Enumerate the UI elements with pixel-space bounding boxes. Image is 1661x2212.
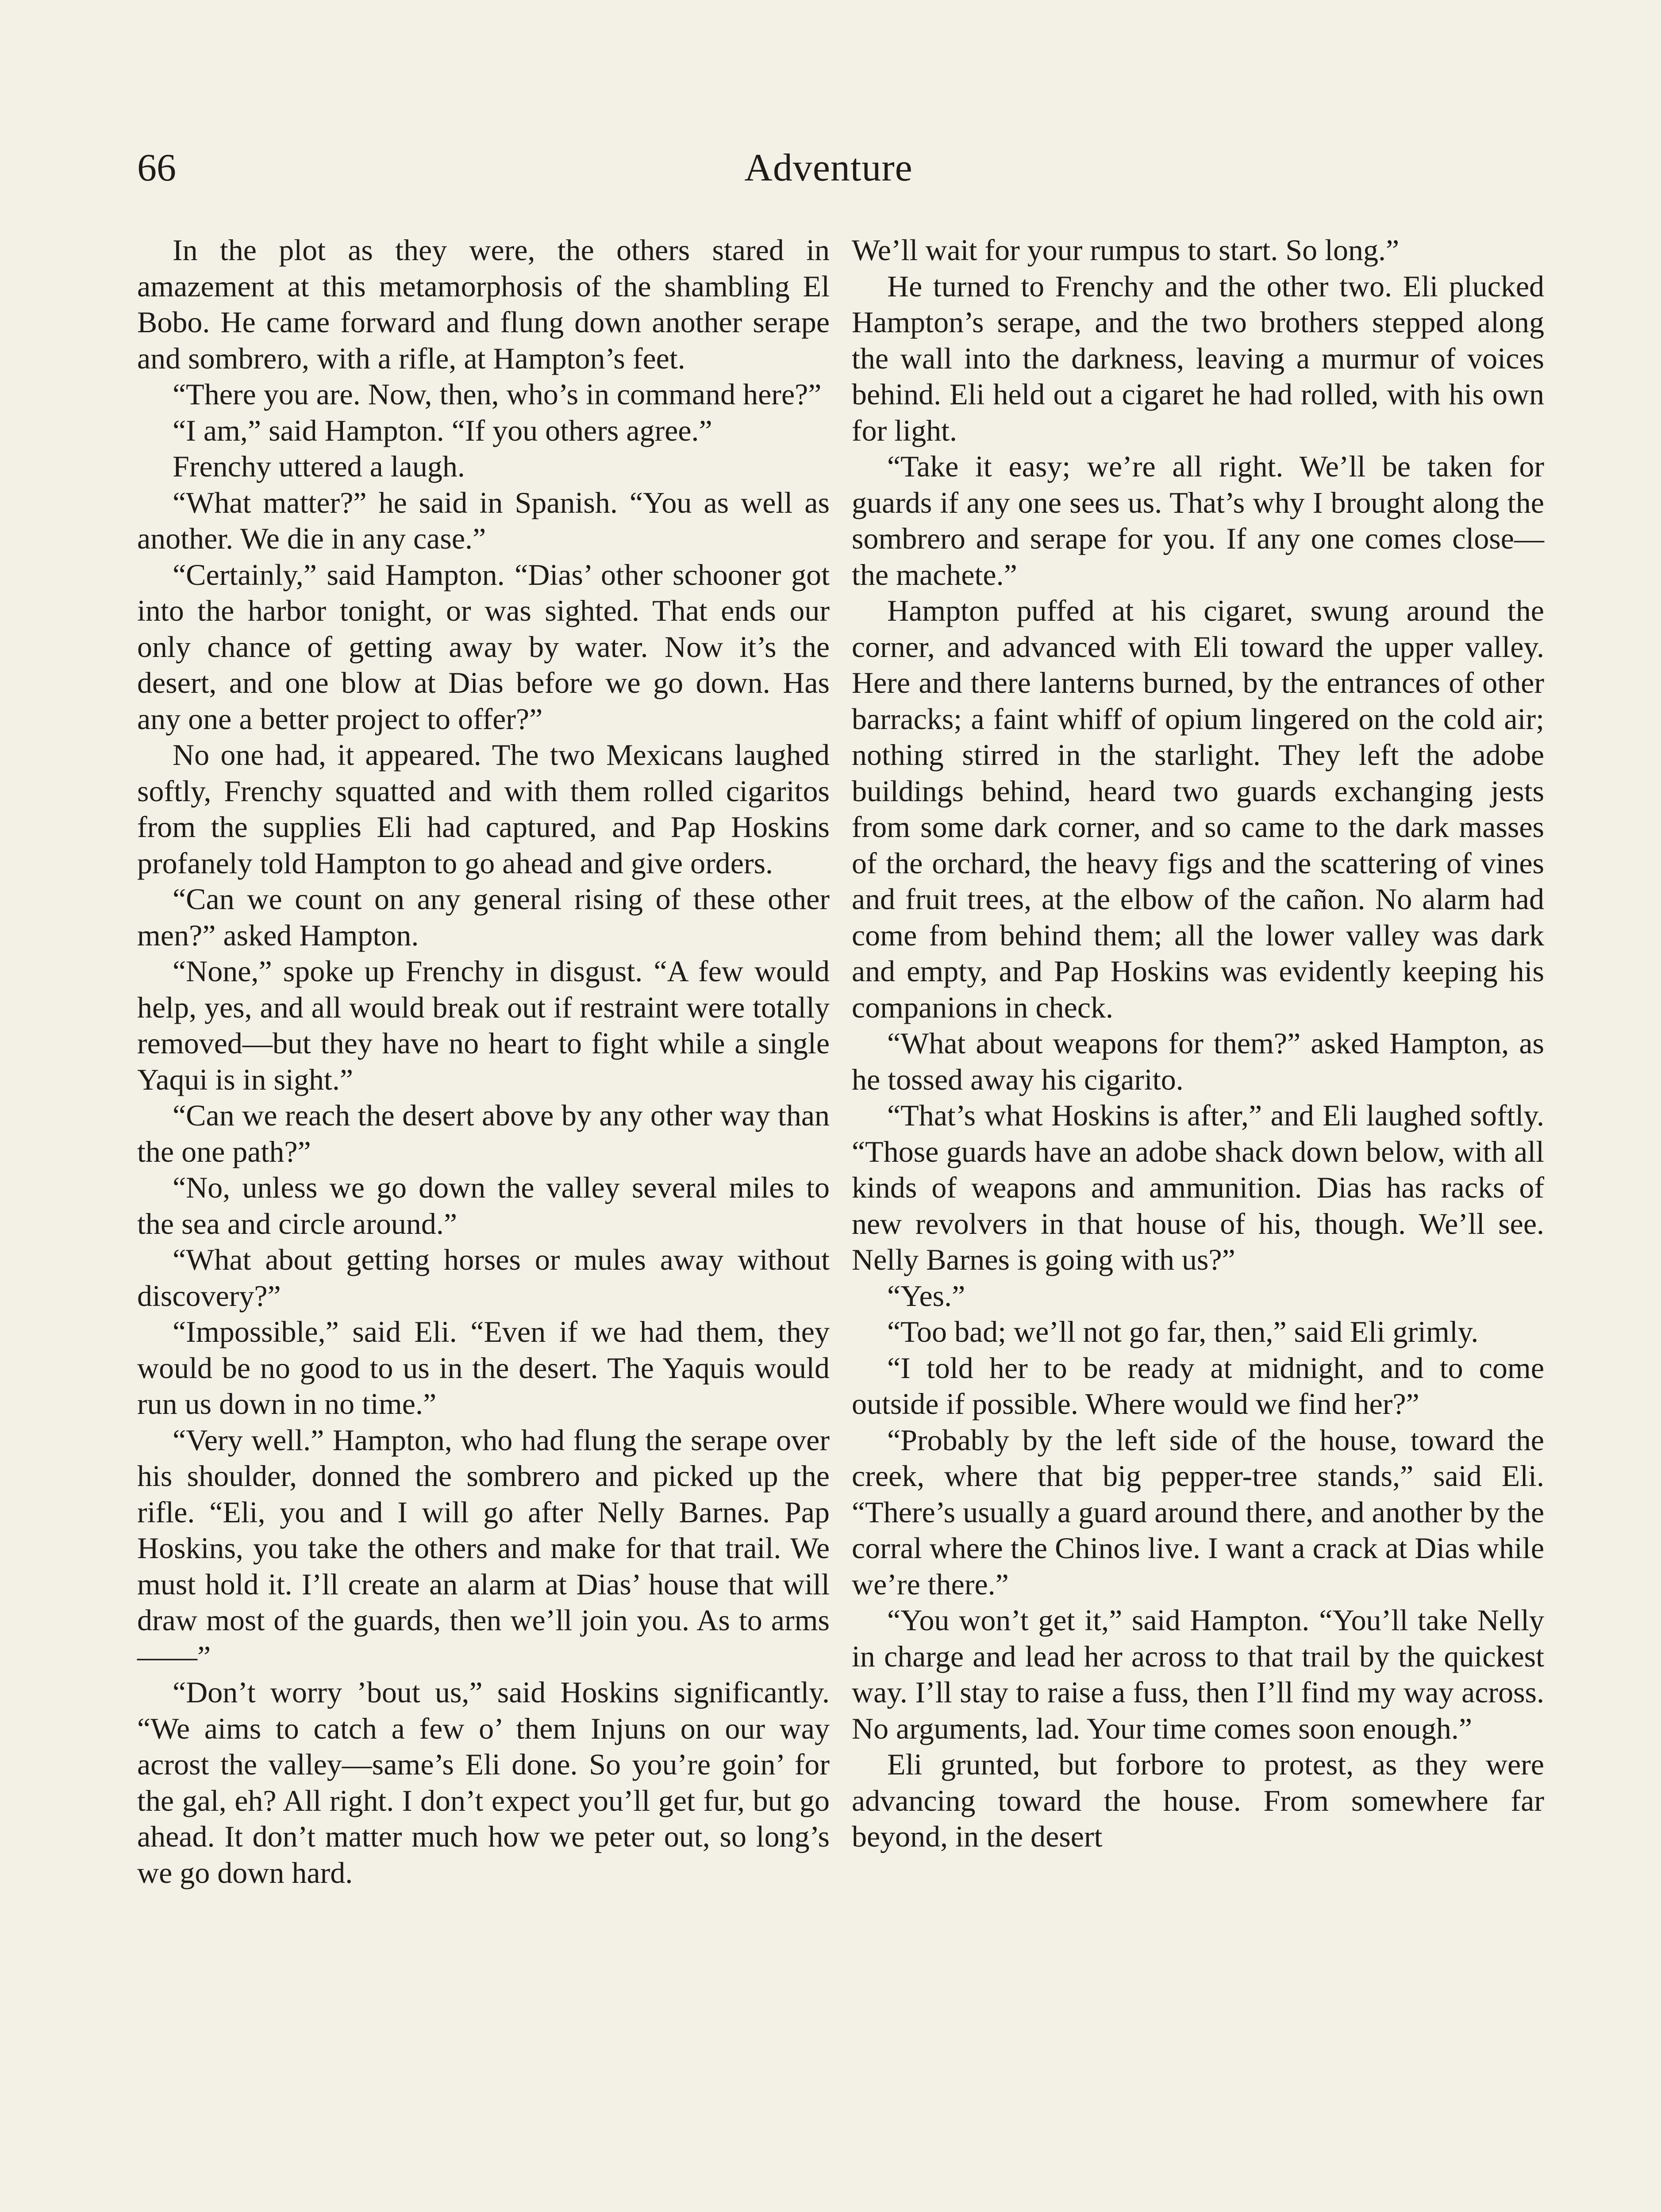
paragraph: “Impossible,” said Eli. “Even if we had them, they would be no good to us in the desert. The Yaquis would run us down in no time.” xyxy=(137,1315,830,1421)
paragraph: “Yes.” xyxy=(887,1279,965,1313)
paragraph: He turned to Frenchy and the other two. Eli plucked Hampton’s serape, and the two brothers stepped along the wall into the darkness, leaving a murmur of voices behind. Eli held out a cigaret he had rolled, with his own for light. xyxy=(852,269,1544,447)
paragraph: “None,” spoke up Frenchy in disgust. “A few would help, yes, and all would break out if restraint were totally removed—but they have no heart to fight while a single Yaqui is in sight.” xyxy=(137,954,830,1096)
paragraph: “Certainly,” said Hampton. “Dias’ other schooner got into the harbor tonight, or was sighted. That ends our only chance of getting away by water. Now it’s the desert, and one blow at Dias before we go down. Has any one a better project to offer?” xyxy=(137,557,830,736)
paragraph: We’ll wait for your rumpus to start. So long.” xyxy=(852,233,1400,267)
paragraph: “Take it easy; we’re all right. We’ll be taken for guards if any one sees us. That’s why I brought along the sombrero and serape for you. If any one comes close—the machete.” xyxy=(852,449,1544,591)
paragraph: Eli grunted, but forbore to protest, as they were advancing toward the house. From somewhere far beyond, in the desert xyxy=(852,1747,1544,1853)
paragraph: “What matter?” he said in Spanish. “You as well as another. We die in any case.” xyxy=(137,485,830,555)
paragraph: No one had, it appeared. The two Mexicans laughed softly, Frenchy squatted and with them rolled cigaritos from the supplies Eli had captured, and Pap Hoskins profanely told Hampton to go ahead and give orders. xyxy=(137,738,830,880)
right-text-column xyxy=(852,232,1544,2212)
paragraph: In the plot as they were, the others stared in amazement at this metamorphosis of the shambling El Bobo. He came forward and flung down another serape and sombrero, with a rifle, at Hampton’s feet. xyxy=(137,233,830,375)
paragraph: “What about weapons for them?” asked Hampton, as he tossed away his cigarito. xyxy=(852,1026,1544,1096)
paragraph: “There you are. Now, then, who’s in command here?” xyxy=(173,377,822,411)
paragraph: “Probably by the left side of the house, toward the creek, where that big pepper-tree stands,” said Eli. “There’s usually a guard around there, and another by the corral where the Chinos live. I want a crack at Dias while we’re there.” xyxy=(852,1423,1544,1601)
paragraph: “I told her to be ready at midnight, and to come outside if possible. Where would we find her?” xyxy=(852,1351,1544,1421)
paragraph: Hampton puffed at his cigaret, swung around the corner, and advanced with Eli toward the upper valley. Here and there lanterns burned, by the entrances of other barracks; a faint whiff of opium lingered on the cold air; nothing stirred in the starlight. They left the adobe buildings behind, heard two guards exchanging jests from some dark corner, and so came to the dark masses of the orchard, the heavy figs and the scattering of vines and fruit trees, at the elbow of the cañon. No alarm had come from behind them; all the lower valley was dark and empty, and Pap Hoskins was evidently keeping his companions in check. xyxy=(852,594,1544,1024)
paragraph: “Can we count on any general rising of these other men?” asked Hampton. xyxy=(137,882,830,952)
paragraph: Frenchy uttered a laugh. xyxy=(173,449,465,483)
paragraph: “No, unless we go down the valley several miles to the sea and circle around.” xyxy=(137,1171,830,1240)
paragraph: “Can we reach the desert above by any other way than the one path?” xyxy=(137,1098,830,1168)
page-number: 66 xyxy=(137,146,176,189)
paragraph: “What about getting horses or mules away without discovery?” xyxy=(137,1243,830,1313)
paragraph: “Very well.” Hampton, who had flung the serape over his shoulder, donned the sombrero and picked up the rifle. “Eli, you and I will go after Nelly Barnes. Pap Hoskins, you take the others and make for that trail. We must hold it. I’ll create an alarm at Dias’ house that will draw most of the guards, then we’ll join you. As to arms——” xyxy=(137,1423,830,1673)
paragraph: “Don’t worry ’bout us,” said Hoskins significantly. “We aims to catch a few o’ them Injuns on our way acrost the valley—same’s Eli done. So you’re goin’ for the gal, eh? All right. I don’t expect you’ll get fur, but go ahead. It don’t matter much how we peter out, so long’s we go down hard. xyxy=(137,1675,830,1889)
page-header xyxy=(137,142,1520,195)
paragraph: “Too bad; we’ll not go far, then,” said Eli grimly. xyxy=(887,1315,1479,1348)
running-title: Adventure xyxy=(744,146,913,189)
paragraph: “I am,” said Hampton. “If you others agree.” xyxy=(173,413,712,447)
left-text-column xyxy=(137,232,830,2212)
paragraph: “You won’t get it,” said Hampton. “You’ll take Nelly in charge and lead her across to that trail by the quickest way. I’ll stay to raise a fuss, then I’ll find my way across. No arguments, lad. Your time comes soon enough.” xyxy=(852,1603,1544,1745)
paragraph: “That’s what Hoskins is after,” and Eli laughed softly. “Those guards have an adobe shack down below, with all kinds of weapons and ammunition. Dias has racks of new revolvers in that house of his, though. We’ll see. Nelly Barnes is going with us?” xyxy=(852,1098,1544,1276)
